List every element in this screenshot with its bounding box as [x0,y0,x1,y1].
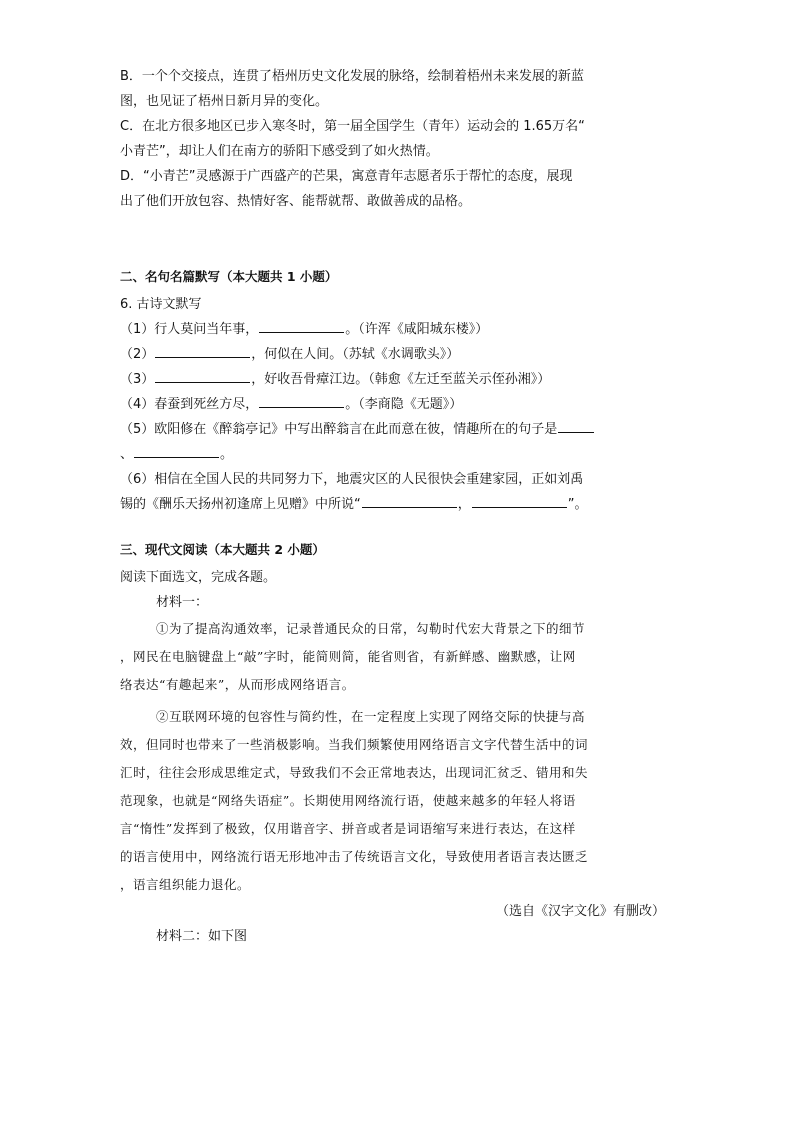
paragraph2-line: 汇时，往往会形成思维定式，导致我们不会正常地表达，出现词汇贫乏、错用和失 [120,765,589,780]
item-5-prefix: （5）欧阳修在《醉翁亭记》中写出醉翁言在此而意在彼，情趣所在的句子是 [120,422,558,437]
item-5-line2 [120,442,673,467]
option-b-line2: 图，也见证了梧州日新月异的变化。 [120,94,329,109]
section2-heading: 二、名句名篇默写（本大题共 1 小题） [120,269,338,284]
answer-blank-6a[interactable] [362,493,457,508]
item-2 [120,342,673,367]
item-3-prefix: （3） [120,372,155,387]
answer-blank-5a[interactable] [558,418,594,433]
material1-text [120,615,673,899]
paragraph1-line: 络表达“有趣起来”，从而形成网络语言。 [120,677,355,692]
answer-blank-6b[interactable] [472,493,567,508]
source-citation: （选自《汉字文化》有删改） [495,904,665,919]
section2-block [120,292,673,517]
section3-heading: 三、现代文阅读（本大题共 2 小题） [120,542,325,557]
material2-label: 材料二：如下图 [156,929,248,944]
item-5-separator: 、 [120,447,134,462]
item-2-suffix: ，何似在人间。（苏轼《水调歌头》） [251,347,460,362]
option-b-line1: B．一个个交接点，连贯了梧州历史文化发展的脉络，绘制着梧州未来发展的新蓝 [120,69,584,84]
paragraph2-line: ②互联网环境的包容性与简约性，在一定程度上实现了网络交际的快捷与高 [156,709,586,724]
option-c-line1: C．在北方很多地区已步入寒冬时，第一届全国学生（青年）运动会的 1.65万名“ [120,119,585,134]
material-footer [120,899,673,949]
option-c-line2: 小青芒”，却让人们在南方的骄阳下感受到了如火热情。 [120,144,439,159]
item-1 [120,317,673,342]
item-6-prefix: 锡的《酬乐天扬州初逢席上见赠》中所说“ [120,497,361,512]
answer-blank-1[interactable] [259,318,344,333]
item-6-line2 [120,492,673,517]
paragraph2-line: ，语言组织能力退化。 [120,877,251,892]
option-d-line1: D．“小青芒”灵感源于广西盛产的芒果，寓意青年志愿者乐于帮忙的态度，展现 [120,169,573,184]
answer-blank-5b[interactable] [134,443,219,458]
option-d-line2: 出了他们开放包容、热情好客、能帮就帮、敢做善成的品格。 [120,194,472,209]
answer-blank-4[interactable] [259,393,344,408]
options-block [120,64,673,214]
item-4 [120,392,673,417]
item-1-suffix: 。（许浑《咸阳城东楼》） [345,322,489,337]
paragraph2-line: 范现象，也就是“网络失语症”。长期使用网络流行语，使越来越多的年轻人将语 [120,793,576,808]
answer-blank-3[interactable] [155,368,250,383]
item-6-suffix: ”。 [567,497,588,512]
question6-title: 6. 古诗文默写 [120,297,202,312]
item-6-line1: （6）相信在全国人民的共同努力下，地震灾区的人民很快会重建家园，正如刘禹 [120,472,584,487]
answer-blank-2[interactable] [155,343,250,358]
item-3-suffix: ，好收吾骨瘴江边。（韩愈《左迁至蓝关示侄孙湘》） [251,372,551,387]
reading-intro: 阅读下面选文，完成各题。 [120,570,277,585]
item-1-prefix: （1）行人莫问当年事， [120,322,259,337]
paragraph2-line: 言“惰性”发挥到了极致，仅用谐音字、拼音或者是词语缩写来进行表达，在这样 [120,821,576,836]
paragraph1-line: ，网民在电脑键盘上“敲”字时，能简则简，能省则省，有新鲜感、幽默感，让网 [120,649,576,664]
paragraph2-line: 的语言使用中，网络流行语无形地冲击了传统语言文化，导致使用者语言表达匮乏 [120,849,589,864]
paragraph2-line: 效，但同时也带来了一些消极影响。当我们频繁使用网络语言文字代替生活中的词 [120,737,589,752]
section3-block [120,565,673,615]
paragraph1-line: ①为了提高沟通效率，记录普通民众的日常，勾勒时代宏大背景之下的细节 [156,621,586,636]
item-3 [120,367,673,392]
item-4-prefix: （4）春蚕到死丝方尽， [120,397,259,412]
item-6-middle: ， [457,497,471,512]
item-2-prefix: （2） [120,347,155,362]
material1-label: 材料一： [156,595,209,610]
item-4-suffix: 。（李商隐《无题》） [345,397,463,412]
item-5-suffix: 。 [220,447,234,462]
item-5-line1 [120,417,673,442]
